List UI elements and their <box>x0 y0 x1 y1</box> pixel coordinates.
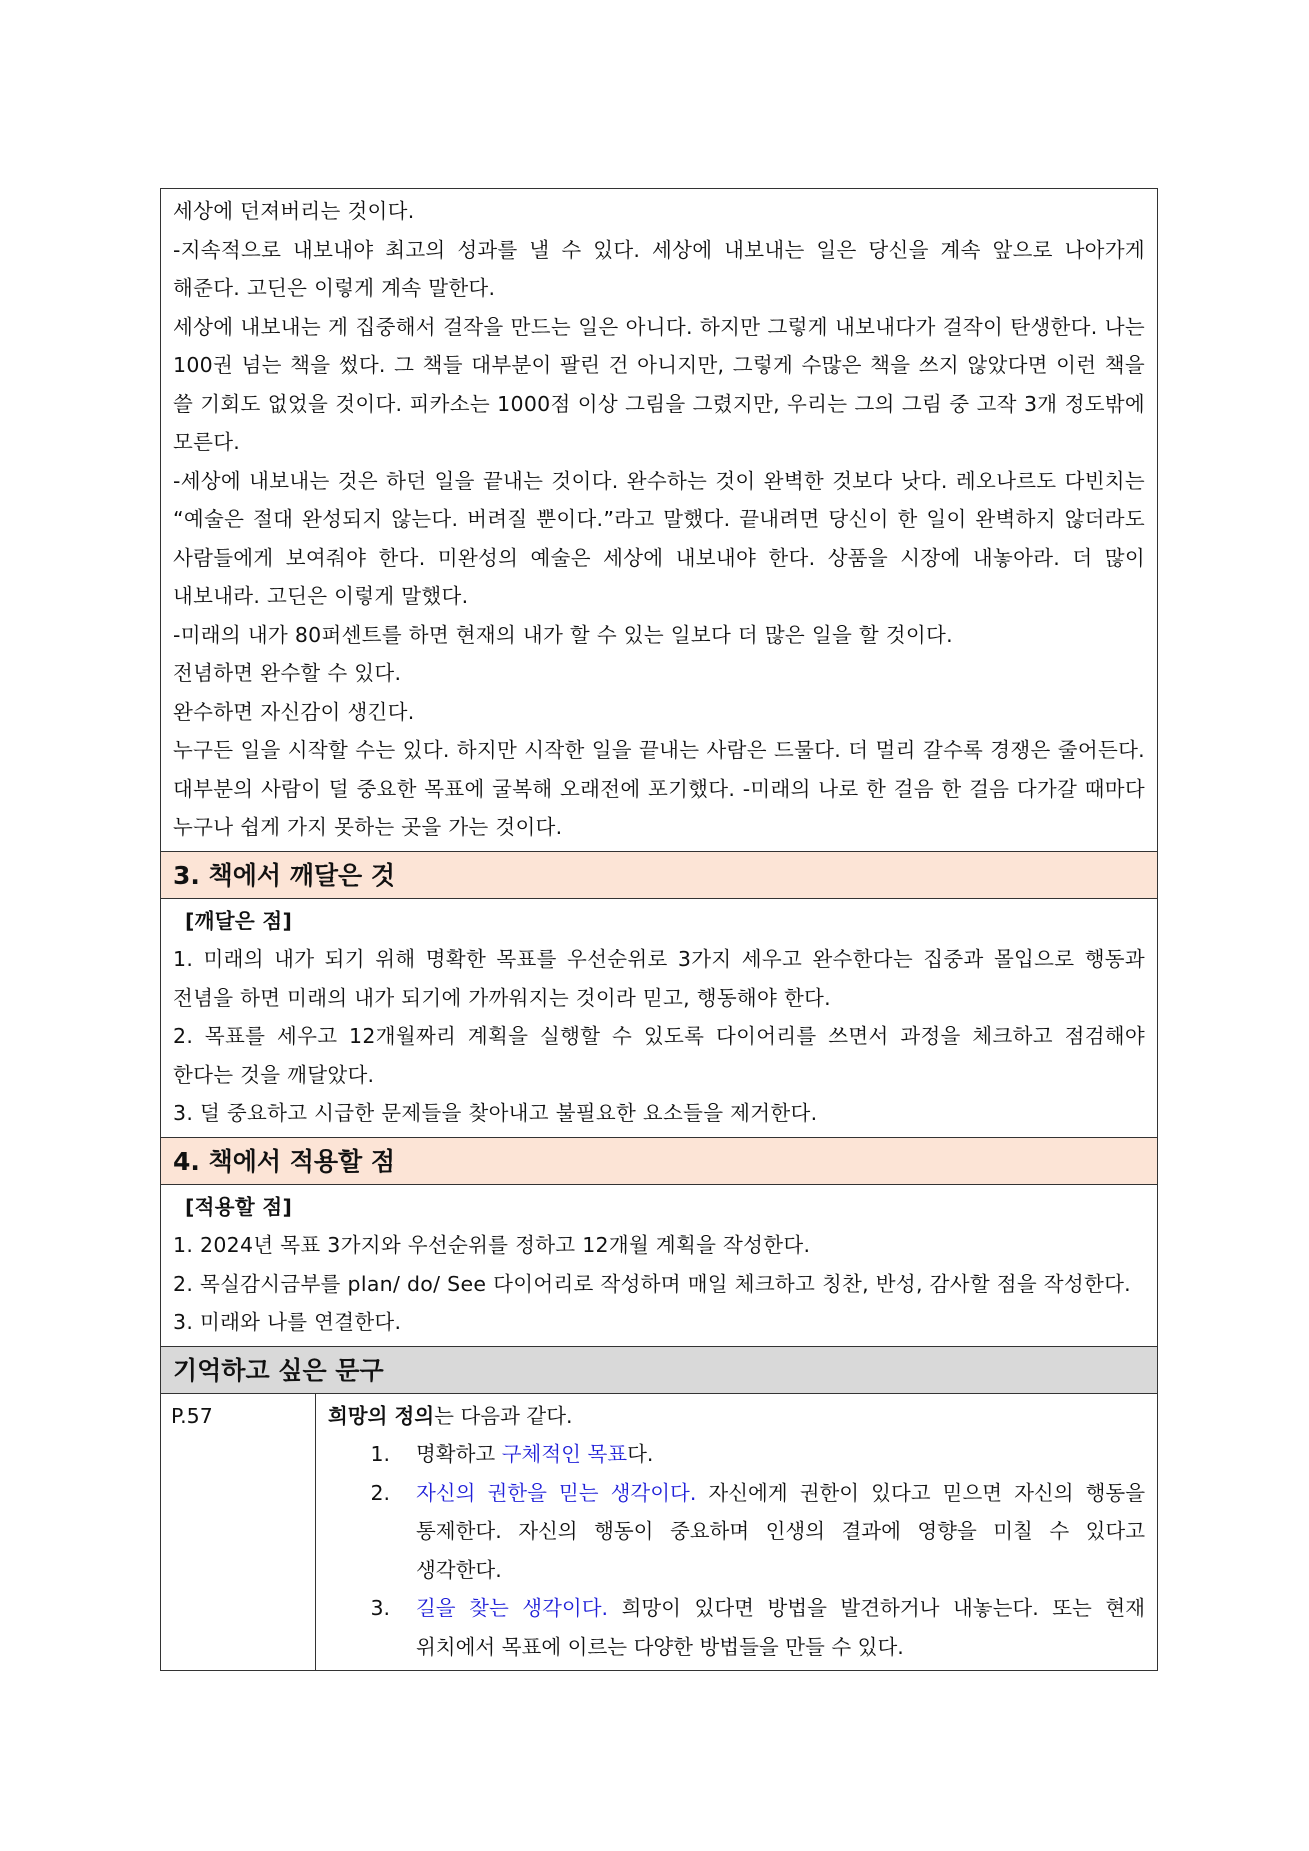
list-item: 2. 목실감시금부를 plan/ do/ See 다이어리로 작성하며 매일 체크하고 칭찬, 반성, 감사할 점을 작성한다. <box>173 1271 1131 1296</box>
section3-content <box>161 899 1157 1138</box>
list-item: 3. 미래와 나를 연결한다. <box>173 1310 402 1334</box>
quote-text-plain: 다. <box>627 1442 654 1466</box>
quote-item-text <box>416 1435 1145 1474</box>
body-paragraph: 완수하면 자신감이 생긴다. <box>173 699 415 724</box>
quote-intro-bold: 희망의 정의 <box>328 1403 435 1428</box>
quote-item-number: 3. <box>370 1596 390 1620</box>
section4-content <box>161 1185 1157 1347</box>
body-paragraph: 전념하면 완수할 수 있다. <box>173 661 402 685</box>
body-paragraph: 세상에 내보내는 게 집중해서 걸작을 만드는 일은 아니다. 하지만 그렇게 내보내다가 걸작이 탄생한다. 나는 100권 넘는 책을 썼다. 그 책들 대부분이 팔린 건 아니지만, 그렇게 수많은 책을 쓰지 않았다면 이런 책을 쓸 기회도 없었을 것이다. 피카소는 1000점 이상 그림을 그렸지만, 우리는 그의 그림 중 고작 3개 정도밖에 모른다. <box>173 314 1145 454</box>
section3-subheading: [깨달은 점] <box>185 908 293 933</box>
quote-text-highlight: 자신의 권한을 믿는 생각이다. <box>416 1480 697 1505</box>
quote-row <box>161 1394 1157 1671</box>
quote-text-plain: 명확하고 <box>416 1442 502 1466</box>
quote-item-text <box>416 1474 1145 1590</box>
body-paragraph: -세상에 내보내는 것은 하던 일을 끝내는 것이다. 완수하는 것이 완벽한 것보다 낫다. 레오나르도 다빈치는 “예술은 절대 완성되지 않는다. 버려질 뿐이다.”라고 말했다. 끝내려면 당신이 한 일이 완벽하지 않더라도 사람들에게 보여줘야 한다. 미완성의 예술은 세상에 내보내야 한다. 상품을 시장에 내놓아라. 더 많이 내보내라. 고딘은 이렇게 말했다. <box>173 468 1146 608</box>
quote-text-plain: 자신에게 권한이 있다고 믿으면 자신의 행동을 통제한다. 자신의 행동이 중요하며 인생의 결과에 영향을 미칠 수 있다고 생각한다. <box>416 1480 1146 1582</box>
quote-item <box>328 1474 1145 1590</box>
quote-item-number: 1. <box>370 1442 390 1466</box>
quote-intro <box>328 1397 1145 1436</box>
body-paragraph: -지속적으로 내보내야 최고의 성과를 낼 수 있다. 세상에 내보내는 일은 당신을 계속 앞으로 나아가게 해준다. 고딘은 이렇게 계속 말한다. <box>173 237 1145 300</box>
quote-page-number: P.57 <box>161 1394 316 1671</box>
list-item: 3. 덜 중요하고 시급한 문제들을 찾아내고 불필요한 요소들을 제거한다. <box>173 1101 818 1125</box>
list-item: 2. 목표를 세우고 12개월짜리 계획을 실행할 수 있도록 다이어리를 쓰면서 과정을 체크하고 점검해야 한다는 것을 깨달았다. <box>173 1024 1145 1087</box>
quote-item-number: 2. <box>370 1480 390 1505</box>
quote-intro-rest: 는 다음과 같다. <box>434 1403 573 1428</box>
section4-subheading: [적용할 점] <box>185 1194 293 1219</box>
book-notes-section <box>161 189 1157 852</box>
quote-item-text <box>416 1589 1145 1666</box>
quote-text-plain: 희망이 있다면 방법을 발견하거나 내놓는다. 또는 현재 위치에서 목표에 이르는 다양한 방법들을 만들 수 있다. <box>416 1596 1145 1659</box>
body-paragraph: -미래의 내가 80퍼센트를 하면 현재의 내가 할 수 있는 일보다 더 많은 일을 할 것이다. <box>173 622 953 647</box>
quote-text-highlight: 길을 찾는 생각이다. <box>416 1596 609 1620</box>
body-paragraph: 누구든 일을 시작할 수는 있다. 하지만 시작한 일을 끝내는 사람은 드물다. 더 멀리 갈수록 경쟁은 줄어든다. 대부분의 사람이 덜 중요한 목표에 굴복해 오래전에 포기했다. -미래의 나로 한 걸음 한 걸음 다가갈 때마다 누구나 쉽게 가지 못하는 곳을 가는 것이다. <box>173 738 1145 839</box>
body-paragraph: 세상에 던져버리는 것이다. <box>173 199 415 223</box>
quote-body <box>316 1394 1157 1671</box>
section3-heading: 3. 책에서 깨달은 것 <box>161 852 1157 899</box>
quote-text-highlight: 구체적인 목표 <box>501 1442 628 1466</box>
list-item: 1. 미래의 내가 되기 위해 명확한 목표를 우선순위로 3가지 세우고 완수한다는 집중과 몰입으로 행동과 전념을 하면 미래의 내가 되기에 가까워지는 것이라 믿고, 행동해야 한다. <box>173 947 1145 1010</box>
quote-item <box>328 1589 1145 1666</box>
section4-heading: 4. 책에서 적용할 점 <box>161 1138 1157 1185</box>
reading-report-table <box>160 188 1158 1671</box>
list-item: 1. 2024년 목표 3가지와 우선순위를 정하고 12개월 계획을 작성한다. <box>173 1233 811 1257</box>
quote-item <box>328 1435 1145 1474</box>
quotes-heading: 기억하고 싶은 문구 <box>161 1347 1157 1394</box>
